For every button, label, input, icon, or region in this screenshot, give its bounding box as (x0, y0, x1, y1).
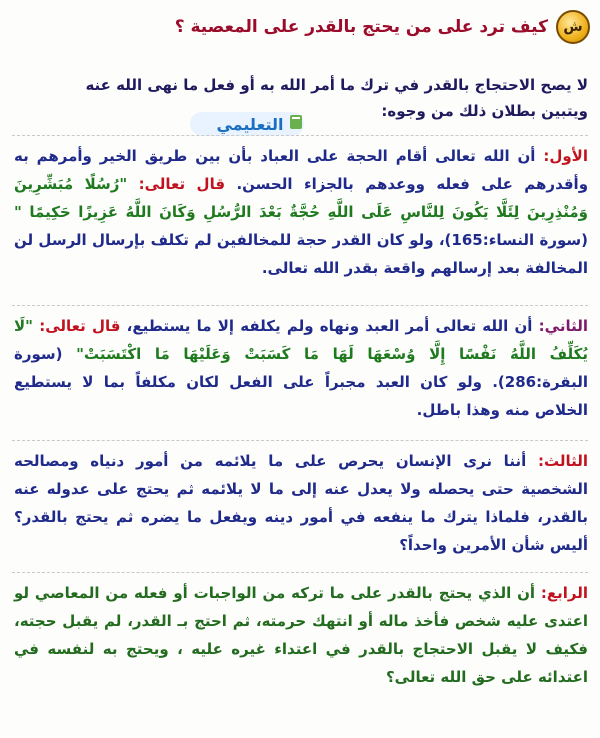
section-first (14, 142, 588, 282)
section-text: أن الذي يحتج بالقدر على ما تركه من الواجبات أو فعله من المعاصي لو اعتدى عليه شخص فأخذ ماله أو انتهك حرمته، ثم احتج بـ القدر، لم يقبل حجته، فكيف لا يقبل الاحتجاج بالقدر في اعتداء غيره عليه ، ويحتج به لنفسه في اعتدائه على حق الله تعالى؟ (14, 584, 588, 686)
section-label: الثالث: (537, 452, 588, 470)
section-text: أن الله تعالى أقام الحجة على العباد بأن بين طريق الخير وأمرهم به وأقدرهم على فعله ووعدهم بالجزاء الحسن. (14, 147, 589, 193)
section-label: الرابع: (540, 584, 588, 602)
quran-quote: "لَا يُكَلِّفُ اللَّهُ نَفْسًا إِلَّا وُسْعَهَا لَهَا مَا كَسَبَتْ وَعَلَيْهَا مَا اكْتَسَبَتْ" (14, 317, 588, 363)
section-second (14, 312, 588, 424)
quote-intro: قال تعالى: (39, 317, 127, 335)
quran-quote: "رُسُلًا مُبَشِّرِينَ وَمُنْذِرِينَ لِئَلَّا يَكُونَ لِلنَّاسِ عَلَى اللَّهِ حُجَّةٌ بَعْدَ الرُّسُلِ وَكَانَ اللَّهُ عَزِيزًا حَكِيمًا " (14, 175, 588, 221)
divider (12, 572, 588, 573)
section-text-cont: (سورة النساء:165)، ولو كان القدر حجة للمخالفين لم تكلف بإرسال الرسل لن المخالفة بعد إرسالهم واقعة بقدر الله تعالى. (14, 231, 588, 277)
section-third (14, 447, 588, 559)
divider (12, 440, 588, 441)
question-badge-icon (556, 10, 590, 44)
section-label: الأول: (543, 147, 588, 165)
divider (12, 305, 588, 306)
watermark-text: التعليمي (216, 115, 284, 134)
quote-intro: قال تعالى: (138, 175, 237, 193)
section-label: الثاني: (538, 317, 589, 335)
section-fourth (14, 579, 588, 691)
badge-glyph: ش (563, 19, 583, 35)
intro-line-2: ويتبين بطلان ذلك من وجوه: (381, 102, 588, 120)
section-text: أننا نرى الإنسان يحرص على ما يلائمه من أمور دنياه ومصالحه الشخصية حتى يحصله ولا يعدل عنه إلى ما لا يلائمه ثم يحتج على عدوله عنه بالقدر، فلماذا يترك ما ينفعه في أمور دينه ويفعل ما يضره ثم يحتج بالقدر؟ أليس شأن الأمرين واحداً؟ (14, 452, 588, 554)
book-icon (290, 115, 302, 129)
divider (12, 135, 588, 136)
intro-line-1: لا يصح الاحتجاج بالقدر في ترك ما أمر الله به أو فعل ما نهى الله عنه (85, 76, 588, 94)
question-title: كيف ترد على من يحتج بالقدر على المعصية ؟ (174, 17, 548, 37)
section-text: أن الله تعالى أمر العبد ونهاه ولم يكلفه إلا ما يستطيع، (126, 317, 539, 335)
question-header (10, 10, 590, 44)
section-text-cont: (سورة البقرة:286). ولو كان العبد مجبراً على الفعل لكان مكلفاً بما لا يستطيع الخلاص منه وهذا باطل. (14, 345, 588, 419)
